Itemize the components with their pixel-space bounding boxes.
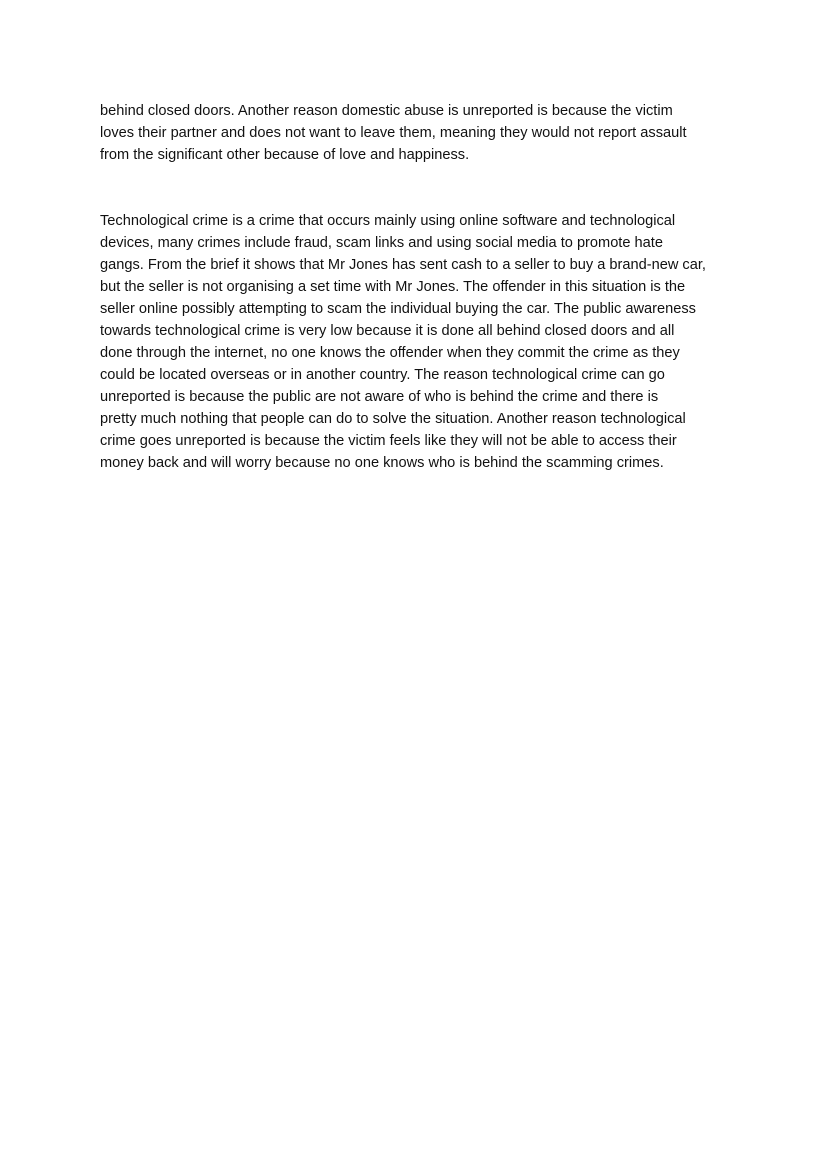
text-line: but the seller is not organising a set time with Mr Jones. The offender in this situation is the [100, 279, 686, 295]
text-line: gangs. From the brief it shows that Mr Jones has sent cash to a seller to buy a brand-new car, [100, 257, 706, 273]
text-line: from the significant other because of love and happiness. [100, 147, 470, 163]
text-line: done through the internet, no one knows the offender when they commit the crime as they [100, 345, 680, 361]
text-line: behind closed doors. Another reason domestic abuse is unreported is because the victim [100, 103, 673, 119]
paragraph-domestic-abuse [100, 100, 732, 166]
text-line: Technological crime is a crime that occurs mainly using online software and technological [100, 213, 676, 229]
text-line: unreported is because the public are not aware of who is behind the crime and there is [100, 389, 659, 405]
text-line: seller online possibly attempting to scam the individual buying the car. The public awareness [100, 301, 696, 317]
text-line: money back and will worry because no one knows who is behind the scamming crimes. [100, 455, 664, 471]
text-line: towards technological crime is very low because it is done all behind closed doors and all [100, 323, 675, 339]
text-line: devices, many crimes include fraud, scam links and using social media to promote hate [100, 235, 663, 251]
text-line: loves their partner and does not want to leave them, meaning they would not report assault [100, 125, 687, 141]
paragraph-technological-crime [100, 210, 732, 474]
document-body [100, 100, 732, 474]
text-line: crime goes unreported is because the victim feels like they will not be able to access their [100, 433, 677, 449]
text-line: could be located overseas or in another country. The reason technological crime can go [100, 367, 665, 383]
text-line: pretty much nothing that people can do to solve the situation. Another reason technological [100, 411, 686, 427]
